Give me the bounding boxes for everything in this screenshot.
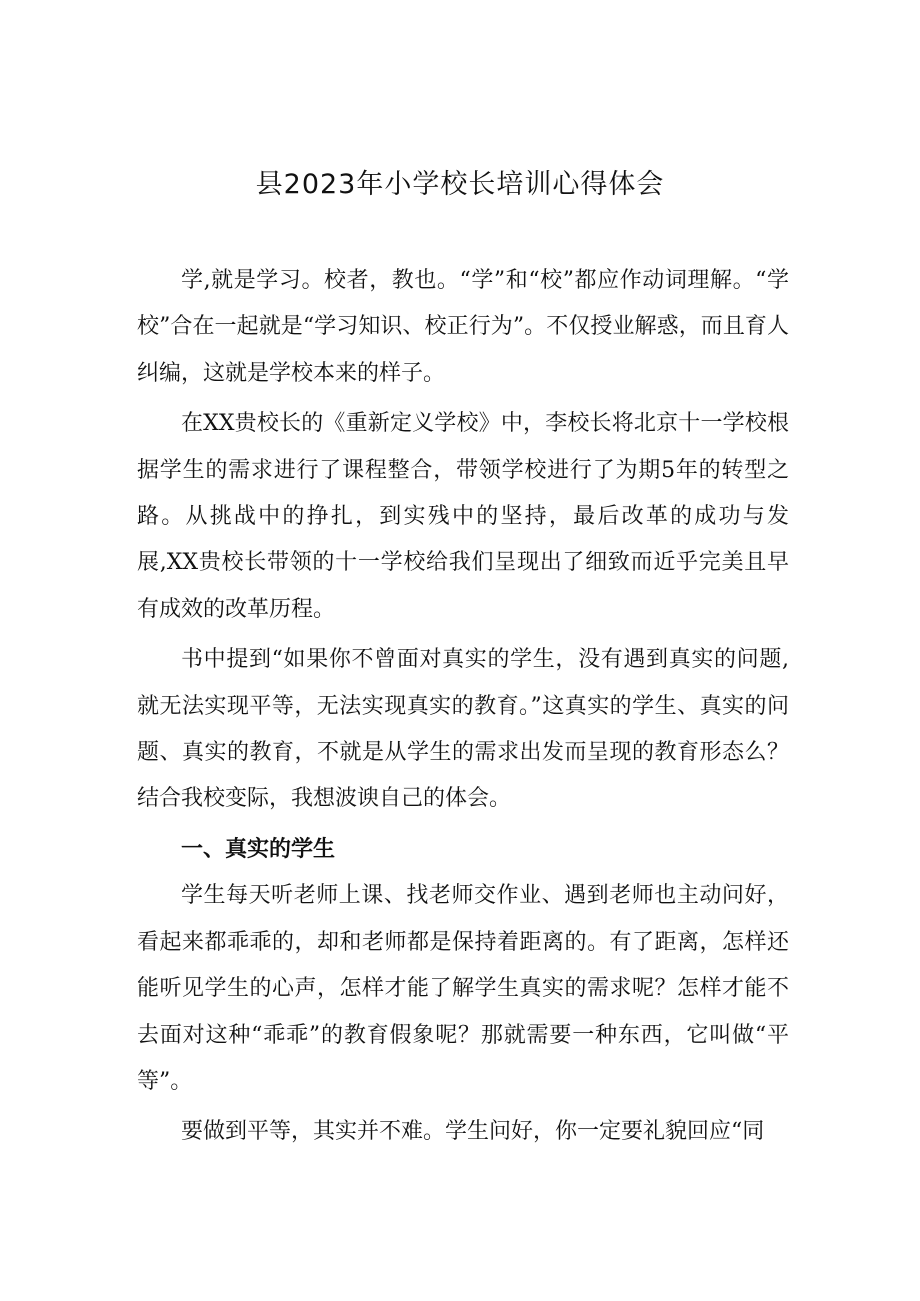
paragraph-book-summary: 在XX贵校长的《重新定义学校》中，李校长将北京十一学校根据学生的需求进行了课程整合，带领学校进行了为期5年的转型之路。从挑战中的挣扎，到实残中的坚持，最后改革的成功与发展,XX贵校长带领的十一学校给我们呈现出了细致而近乎完美且早有成效的改革历程。	[137, 411, 789, 622]
document-title: 县2023年小学校长培训心得体会	[255, 169, 665, 200]
paragraph-equality: 要做到平等，其实并不难。学生问好，你一定要礼貌回应“同	[181, 1119, 765, 1145]
section-heading: 一、真实的学生	[181, 836, 336, 862]
paragraph-book-quote: 书中提到“如果你不曾面对真实的学生，没有遇到真实的问题,就无法实现平等，无法实现真实的教育。”这真实的学生、真实的问题、真实的教育，不就是从学生的需求出发而呈现的教育形态么？结合我校变际，我想波谀自己的体会。	[137, 647, 789, 812]
paragraph-real-students: 学生每天听老师上课、找老师交作业、遇到老师也主动问好，看起来都乖乖的，却和老师都是保持着距离的。有了距离，怎样还能听见学生的心声，怎样才能了解学生真实的需求呢？怎样才能不去面对这种“乖乖”的教育假象呢？那就需要一种东西，它叫做“平等”。	[137, 883, 789, 1094]
paragraph-intro: 学,就是学习。校者，教也。“学”和“校”都应作动词理解。“学校”合在一起就是“学习知识、校正行为”。不仅授业解惑，而且育人纠编，这就是学校本来的样子。	[137, 268, 789, 386]
document-body	[137, 258, 789, 1156]
